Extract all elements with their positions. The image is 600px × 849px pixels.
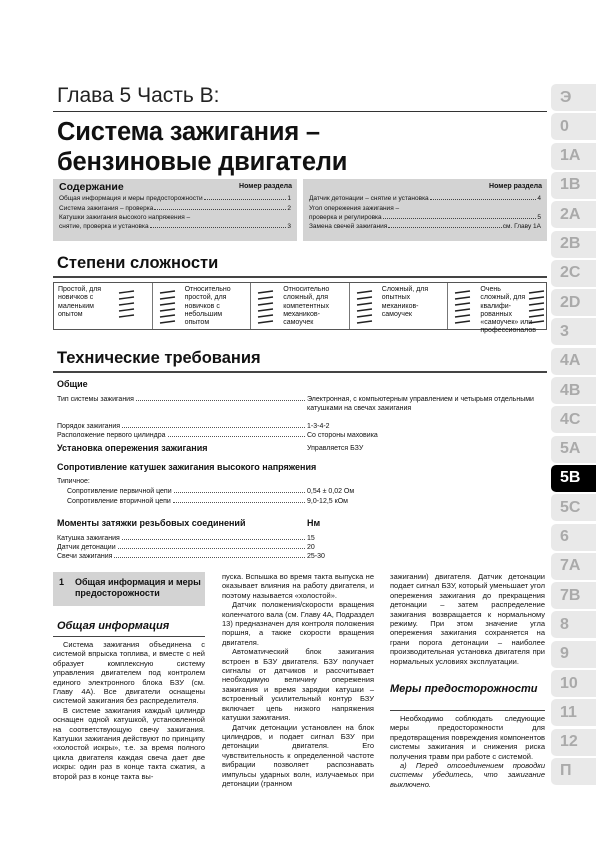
chapter-tab-5c[interactable]: 5C: [551, 494, 596, 521]
toc-text: Замена свечей зажигания: [309, 223, 388, 230]
toc-dots: [154, 205, 286, 210]
spec-dots: [122, 423, 305, 428]
spec-dots: [173, 498, 305, 503]
contents-heading: Содержание: [59, 181, 124, 193]
contents-left: [53, 179, 297, 241]
contents-section-label-right: Номер раздела: [489, 183, 542, 190]
spanner-icon: [157, 287, 181, 327]
chapter-tab-12[interactable]: 12: [551, 729, 596, 756]
spec-row-cyl1: [57, 432, 307, 439]
difficulty-label: Относительно сложный, для компетентных механиков-самоучек: [283, 286, 330, 327]
chapter-title: Глава 5 Часть B:: [57, 84, 220, 107]
typical-label: [57, 478, 307, 485]
specs-rule: [53, 371, 547, 373]
spec-row-firing-order: [57, 423, 307, 430]
difficulty-level-4: [350, 283, 449, 329]
main-title-line1: Система зажигания –: [57, 118, 320, 146]
toc-entry[interactable]: [309, 214, 541, 221]
column-3: [390, 572, 545, 666]
chapter-tab-1a[interactable]: 1A: [551, 143, 596, 170]
toc-entry[interactable]: [309, 205, 541, 212]
main-title-line2: бензиновые двигатели: [57, 148, 348, 176]
section-1-header: [53, 572, 205, 606]
toc-entry[interactable]: [59, 205, 291, 212]
spec-value: Управляется БЗУ: [307, 445, 364, 452]
spanner-icon: [526, 287, 550, 327]
chapter-tab-3[interactable]: 3: [551, 318, 596, 345]
paragraph: В системе зажигания каждый цилиндр оснащен одной катушкой, установленной на соответствующую свечу зажигания. Катушки зажигания действуют по принципу «холостой искры», т.е. за время полного цикла двигателя каждая свеча дает две искры: один раз в конце такта сжатия, а второй раз в конце такта вы-: [53, 705, 205, 781]
toc-num: 3: [287, 223, 291, 230]
spec-value: 0,54 ± 0,02 Ом: [307, 488, 355, 495]
chapter-tab-п[interactable]: П: [551, 758, 596, 785]
spec-dots: [118, 544, 305, 549]
column-1: [53, 640, 205, 781]
chapter-tab-11[interactable]: 11: [551, 699, 596, 726]
toc-num: 1: [287, 195, 291, 202]
toc-entry[interactable]: [59, 223, 291, 230]
paragraph: пуска. Вспышка во время такта выпуска не оказывает влияния на работу двигателя, и поэтому называется «холостой».: [222, 572, 374, 600]
toc-entry[interactable]: [309, 223, 541, 230]
difficulty-level-3: [251, 283, 350, 329]
difficulty-label: Простой, для новичков с маленьким опытом: [58, 286, 102, 318]
chapter-tab-э[interactable]: Э: [551, 84, 596, 111]
general-info-rule: [53, 636, 205, 637]
difficulty-level-2: [153, 283, 252, 329]
chapter-tab-7a[interactable]: 7A: [551, 553, 596, 580]
general-title: Общие: [57, 379, 88, 389]
paragraph: Автоматический блок зажигания встроен в БЗУ двигателя. БЗУ получает сигналы от датчиков и рассчитывает необходимую величину опережения зажигания и время зарядки катушки – встроенный усилительный контур БЗУ включает цепь низкого напряжения катушки зажигания.: [222, 647, 374, 723]
chapter-tab-6[interactable]: 6: [551, 524, 596, 551]
column-2: [222, 572, 374, 788]
timing-label: Установка опережения зажигания: [57, 443, 208, 453]
chapter-tab-2b[interactable]: 2B: [551, 231, 596, 258]
main-title: [57, 117, 347, 177]
toc-text: Катушки зажигания высокого напряжения –: [59, 214, 191, 221]
spec-dots: [136, 396, 305, 401]
toc-num: см. Главу 1А: [502, 223, 541, 230]
toc-dots: [150, 223, 287, 228]
spec-value: 20: [307, 544, 315, 551]
general-info-heading: Общая информация: [57, 620, 170, 632]
toc-text: снятие, проверка и установка: [59, 223, 149, 230]
toc-num: 2: [287, 205, 291, 212]
toc-dots: [204, 195, 287, 200]
chapter-tab-9[interactable]: 9: [551, 641, 596, 668]
toc-text: Датчик детонации – снятие и установка: [309, 195, 429, 202]
chapter-tab-4c[interactable]: 4C: [551, 406, 596, 433]
spec-row-secondary: [67, 498, 307, 505]
difficulty-scale: [53, 282, 547, 335]
toc-text: проверка и регулировка: [309, 214, 382, 221]
chapter-tab-2a[interactable]: 2A: [551, 201, 596, 228]
toc-dots: [430, 195, 537, 200]
spec-value: 25-30: [307, 553, 325, 560]
toc-entry[interactable]: [309, 195, 541, 202]
difficulty-label: Очень сложный, для квалифи-рованных «самоучек» или профессионалов: [480, 286, 536, 335]
spec-dots: [168, 432, 305, 437]
toc-num: 5: [537, 214, 541, 221]
coil-resistance-title: Сопротивление катушек зажигания высокого напряжения: [57, 462, 317, 472]
spec-value: 15: [307, 535, 315, 542]
spec-row-primary: [67, 488, 307, 495]
spanner-icon: [255, 287, 279, 327]
paragraph: а) Перед отсоединением проводки системы убедитесь, что зажигание выключено.: [390, 761, 545, 789]
toc-dots: [388, 223, 502, 228]
spanner-icon: [452, 287, 476, 327]
spanner-icon: [354, 287, 378, 327]
toc-text: Угол опережения зажигания –: [309, 205, 400, 212]
spec-label: Сопротивление первичной цепи: [67, 488, 172, 495]
spec-label: Типичное:: [57, 478, 90, 485]
difficulty-label: Относительно простой, для новичков с небольшим опытом: [184, 286, 231, 327]
spec-row-ignition-type: [57, 396, 307, 403]
toc-text: Общая информация и меры предосторожности: [59, 195, 203, 202]
spec-label: Сопротивление вторичной цепи: [67, 498, 171, 505]
contents-box: [53, 179, 547, 241]
title-rule: [53, 111, 547, 112]
spec-label: Тип системы зажигания: [57, 396, 134, 403]
chapter-tab-7b[interactable]: 7B: [551, 582, 596, 609]
spec-label: Порядок зажигания: [57, 423, 121, 430]
torque-row: [57, 544, 307, 551]
torque-row: [57, 553, 307, 560]
section-number: 1: [59, 577, 65, 587]
paragraph: Датчик положения/скорости вращения коленчатого вала (см. Главу 4А, Подраздел 13) предназначен для контроля положения поршня, а также скорости вращения двигателя.: [222, 600, 374, 647]
precautions-rule: [390, 710, 545, 711]
paragraph: Необходимо соблюдать следующие меры предосторожности для предотвращения повреждения компонентов системы зажигания и снижения риска получения травм при работе с системой.: [390, 714, 545, 761]
toc-num: 4: [537, 195, 541, 202]
spanner-icon: [116, 287, 140, 327]
toc-entry[interactable]: [59, 214, 291, 221]
chapter-tab-4a[interactable]: 4A: [551, 348, 596, 375]
section-title: Общая информация и меры предосторожности: [75, 577, 201, 598]
paragraph: Система зажигания объединена с системой впрыска топлива, и вместе с ней образует комплексную систему управления двигателем под контролем единого электронного блока БЗУ (см. Главу 4А). Все двигатели оснащены системой зажигания без распределителя.: [53, 640, 205, 706]
toc-dots: [383, 214, 537, 219]
toc-text: Система зажигания – проверка: [59, 205, 154, 212]
spec-value: 9,0-12,5 кОм: [307, 498, 348, 505]
spec-label: Датчик детонации: [57, 544, 116, 551]
difficulty-label: Сложный, для опытных механиков-самоучек: [381, 286, 429, 318]
chapter-tab-0[interactable]: 0: [551, 113, 596, 140]
torque-title: Моменты затяжки резьбовых соединений: [57, 518, 246, 528]
paragraph: зажигании) двигателя. Датчик детонации подает сигнал БЗУ, который уменьшает угол опережения зажигания до прекращения детонации – затем распределение зажигания возвращается к нормальному режиму. При этом значение угла опережения зажигания сохраняется на грани порога детонации – наиболее производительная установка двигателя при нормальных условиях эксплуатации.: [390, 572, 545, 666]
chapter-tab-10[interactable]: 10: [551, 670, 596, 697]
difficulty-level-5: [448, 283, 546, 335]
spec-value: Со стороны маховика: [307, 432, 378, 439]
torque-unit: Нм: [307, 518, 321, 528]
toc-entry[interactable]: [59, 195, 291, 202]
specs-heading: Технические требования: [57, 349, 261, 367]
contents-right: [303, 179, 547, 241]
chapter-tab-4b[interactable]: 4B: [551, 377, 596, 404]
spec-dots: [114, 553, 305, 558]
chapter-tab-8[interactable]: 8: [551, 611, 596, 638]
difficulty-level-1: [54, 283, 153, 329]
difficulty-heading: Степени сложности: [57, 254, 219, 272]
torque-row: [57, 535, 307, 542]
paragraph: Датчик детонации установлен на блок цилиндров, и подает сигнал БЗУ при детонации двигателя. Его чувствительность к определенной частоте вибрации позволяет распознавать импульсы ударных волн, излучаемых при детонации (гранном: [222, 722, 374, 788]
spec-label: Катушка зажигания: [57, 535, 120, 542]
spec-value: 1-3-4-2: [307, 423, 330, 430]
chapter-tab-1b[interactable]: 1B: [551, 172, 596, 199]
chapter-tab-2c[interactable]: 2C: [551, 260, 596, 287]
chapter-tab-2d[interactable]: 2D: [551, 289, 596, 316]
spec-label: Свечи зажигания: [57, 553, 113, 560]
spec-dots: [122, 535, 305, 540]
chapter-tab-5b[interactable]: 5B: [551, 465, 596, 492]
difficulty-rule: [53, 276, 547, 278]
contents-section-label-left: Номер раздела: [239, 183, 292, 190]
precautions-heading: Меры предосторожности: [390, 683, 538, 695]
spec-label: Расположение первого цилиндра: [57, 432, 166, 439]
column-3-lower: [390, 714, 545, 789]
chapter-tab-5a[interactable]: 5A: [551, 436, 596, 463]
spec-dots: [174, 488, 305, 493]
spec-value: Электронная, с компьютерным управлением и четырьмя отдельными катушками на свечах зажигания: [307, 396, 534, 412]
